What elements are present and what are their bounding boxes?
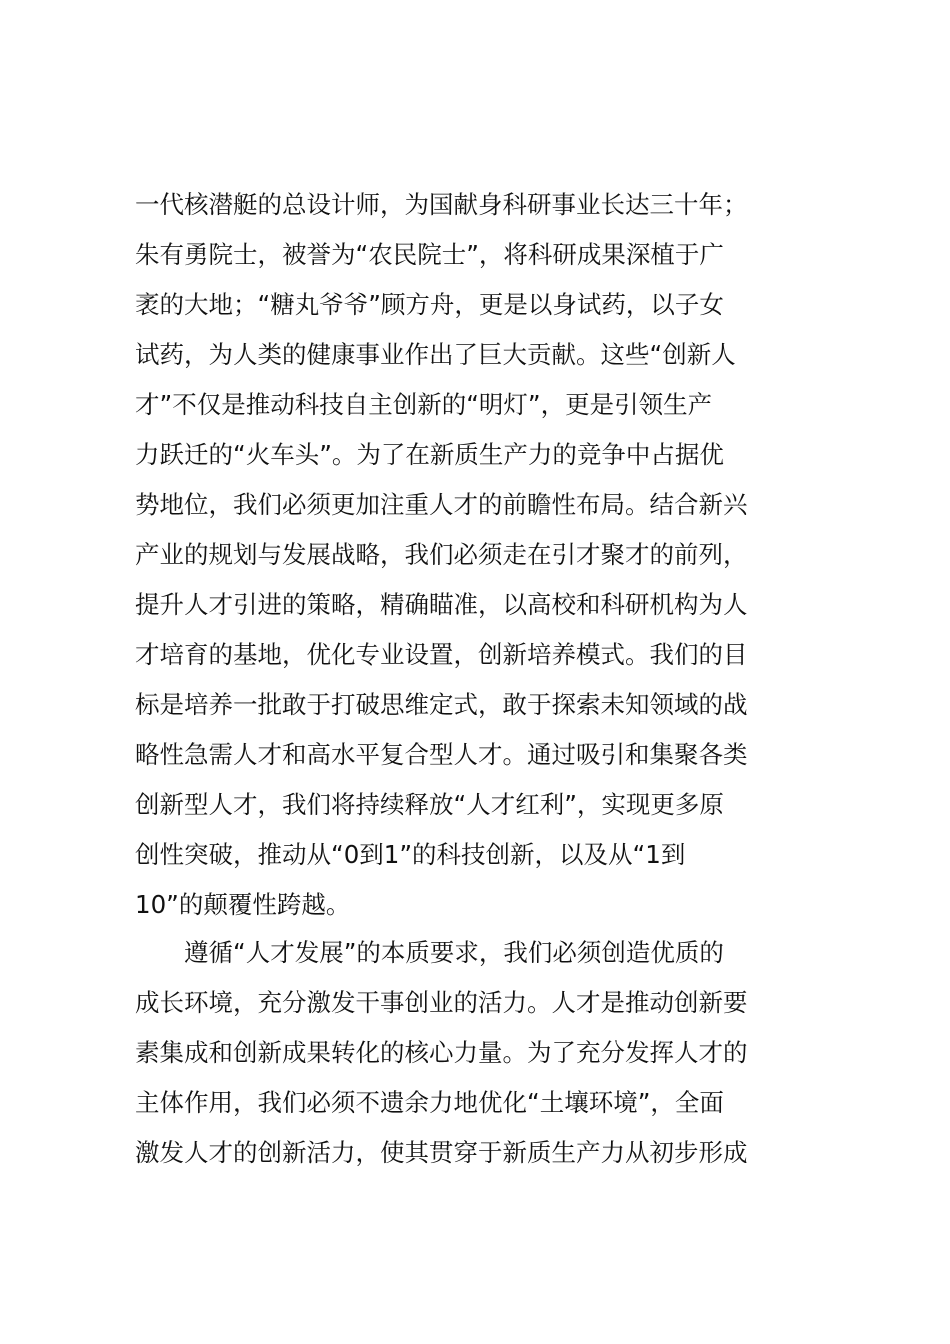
text-line: 提升人才引进的策略，精确瞄准，以高校和科研机构为人 [135,590,748,619]
text-line: 产业的规划与发展战略，我们必须走在引才聚才的前列， [135,540,748,569]
text-line: 试药，为人类的健康事业作出了巨大贡献。这些“创新人 [135,340,736,369]
text-line: 略性急需人才和高水平复合型人才。通过吸引和集聚各类 [135,740,748,769]
text-line: 成长环境，充分激发干事创业的活力。人才是推动创新要 [135,988,748,1017]
text-line: 势地位，我们必须更加注重人才的前瞻性布局。结合新兴 [135,490,748,519]
text-line: 朱有勇院士，被誉为“农民院士”，将科研成果深植于广 [135,240,724,269]
text-line: 素集成和创新成果转化的核心力量。为了充分发挥人才的 [135,1038,748,1067]
text-line: 才”不仅是推动科技自主创新的“明灯”，更是引领生产 [135,390,713,419]
text-line: 一代核潜艇的总设计师，为国献身科研事业长达三十年； [135,190,748,219]
text-line: 10”的颠覆性跨越。 [135,890,351,919]
text-line: 激发人才的创新活力，使其贯穿于新质生产力从初步形成 [135,1138,748,1167]
text-line: 袤的大地；“糖丸爷爷”顾方舟，更是以身试药，以子女 [135,290,724,319]
text-line: 才培育的基地，优化专业设置，创新培养模式。我们的目 [135,640,748,669]
text-line: 力跃迁的“火车头”。为了在新质生产力的竞争中占据优 [135,440,724,469]
text-line: 创性突破，推动从“0到1”的科技创新，以及从“1到 [135,840,686,869]
paragraph-first-line: 遵循“人才发展”的本质要求，我们必须创造优质的 [184,938,724,967]
text-line: 创新型人才，我们将持续释放“人才红利”，实现更多原 [135,790,724,819]
text-line: 主体作用，我们必须不遗余力地优化“土壤环境”，全面 [135,1088,724,1117]
text-line: 标是培养一批敢于打破思维定式，敢于探索未知领域的战 [135,690,748,719]
